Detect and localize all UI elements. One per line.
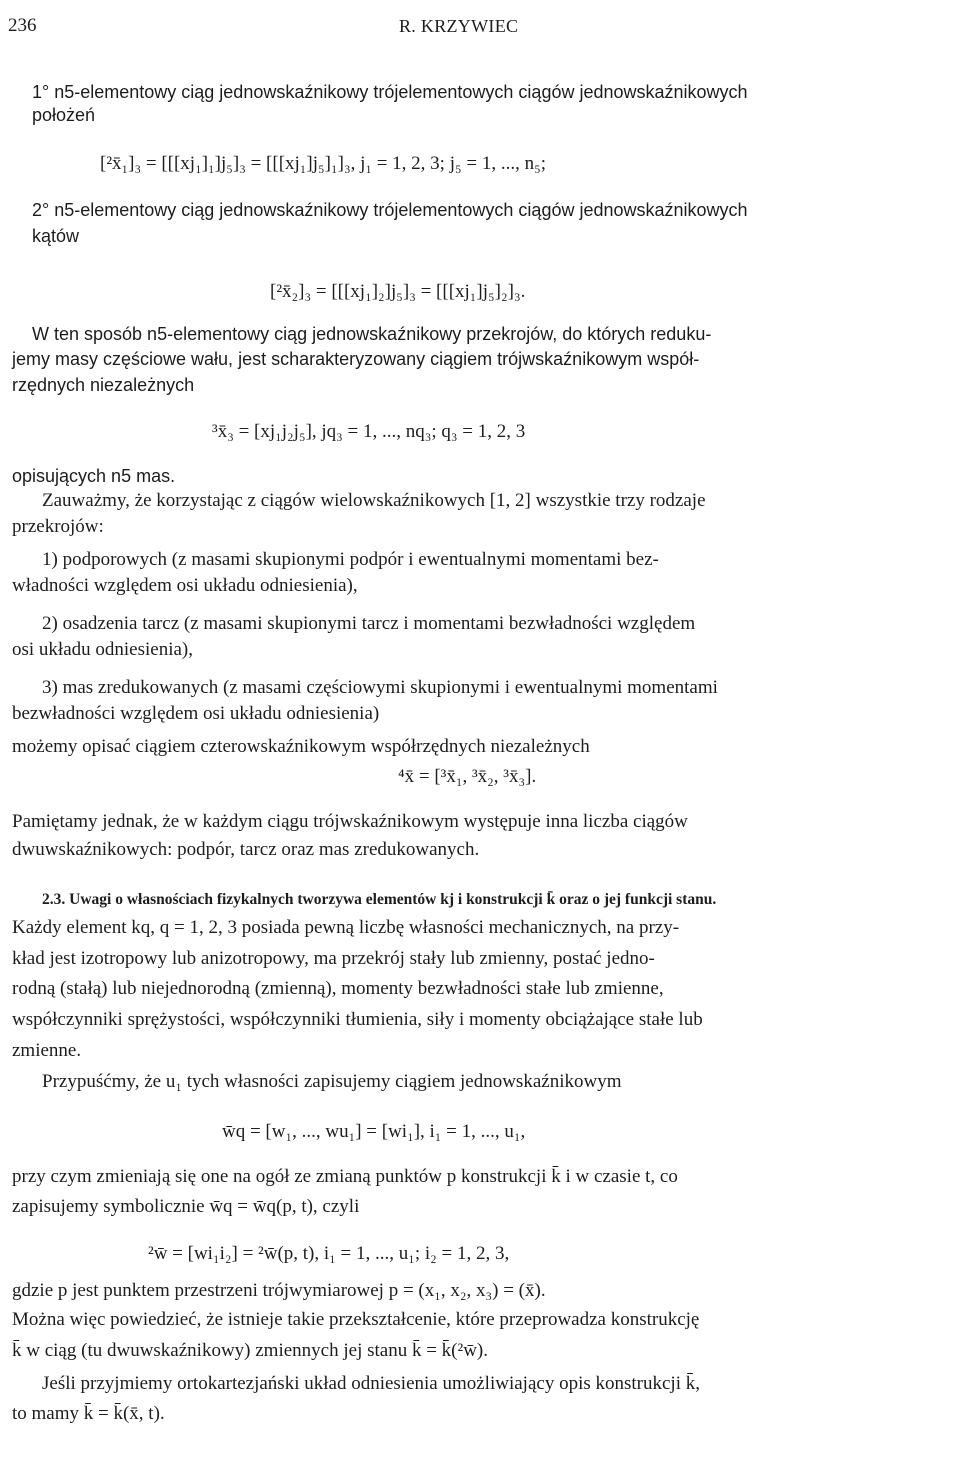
text-line: rzędnych niezależnych: [12, 375, 195, 395]
text-line: dwuwskaźnikowych: podpór, tarcz oraz mas zredukowanych.: [12, 839, 480, 860]
text-line: 1° n5-elementowy ciąg jednowskaźnikowy trójelementowych ciągów jednowskaźnikowych: [32, 82, 748, 102]
text-line: przy czym zmieniają się one na ogół ze zmianą punktów p konstrukcji k̄ i w czasie t, co: [12, 1166, 678, 1187]
section-heading: 2.3. Uwagi o własnościach fizykalnych tworzywa elementów kj i konstrukcji k̄ oraz o jej funkcji stanu.: [42, 891, 717, 908]
text-line: zmienne.: [12, 1040, 82, 1061]
text-line: 2) osadzenia tarcz (z masami skupionymi tarcz i momentami bezwładności względem: [42, 613, 696, 634]
text-line: możemy opisać ciągiem czterowskaźnikowym współrzędnych niezależnych: [12, 736, 590, 757]
text-line: współczynniki sprężystości, współczynniki tłumienia, siły i momenty obciążające stałe lub: [12, 1009, 703, 1030]
text-line: jemy masy częściowe wału, jest scharakteryzowany ciągiem trójwskaźnikowym współ-: [12, 349, 700, 369]
text-line: Zauważmy, że korzystając z ciągów wielowskaźnikowych [1, 2] wszystkie trzy rodzaje: [42, 490, 706, 511]
formula: ²w̄ = [wi₁i₂] = ²w̄(p, t), i₁ = 1, ..., u₁; i₂ = 1, 2, 3,: [148, 1243, 510, 1264]
text-line: gdzie p jest punktem przestrzeni trójwymiarowej p = (x₁, x₂, x₃) = (x̄).: [12, 1280, 546, 1301]
formula: ³x̄₃ = [xj₁j₂j₅], jq₃ = 1, ..., nq₃; q₃ = 1, 2, 3: [212, 421, 526, 442]
text-line: kład jest izotropowy lub anizotropowy, ma przekrój stały lub zmienny, postać jedno-: [12, 948, 655, 969]
text-line: k̄ w ciąg (tu dwuwskaźnikowy) zmiennych jej stanu k̄ = k̄(²w̄).: [12, 1340, 488, 1361]
text-line: położeń: [32, 105, 96, 125]
formula: w̄q = [w₁, ..., wu₁] = [wi₁], i₁ = 1, ..., u₁,: [222, 1121, 526, 1142]
text-line: Przypuśćmy, że u₁ tych własności zapisujemy ciągiem jednowskaźnikowym: [42, 1071, 622, 1092]
text-line: Jeśli przyjmiemy ortokartezjański układ odniesienia umożliwiający opis konstrukcji k̄,: [42, 1373, 700, 1394]
text-line: Można więc powiedzieć, że istnieje takie przekształcenie, które przeprowadza konstrukcję: [12, 1309, 700, 1330]
text-line: Pamiętamy jednak, że w każdym ciągu trójwskaźnikowym występuje inna liczba ciągów: [12, 811, 688, 832]
text-line: bezwładności względem osi układu odniesienia): [12, 703, 380, 724]
text-line: opisujących n5 mas.: [12, 466, 176, 486]
text-line: 3) mas zredukowanych (z masami częściowymi skupionymi i ewentualnymi momentami: [42, 677, 718, 698]
text-line: zapisujemy symbolicznie w̄q = w̄q(p, t), czyli: [12, 1196, 360, 1217]
text-line: W ten sposób n5-elementowy ciąg jednowskaźnikowy przekrojów, do których reduku-: [32, 324, 712, 344]
running-title: R. KRZYWIEC: [399, 16, 519, 36]
page-number: 236: [8, 15, 37, 36]
text-line: Każdy element kq, q = 1, 2, 3 posiada pewną liczbę własności mechanicznych, na przy-: [12, 917, 680, 938]
text-line: rodną (stałą) lub niejednorodną (zmienną), momenty bezwładności stałe lub zmienne,: [12, 978, 664, 999]
text-line: władności względem osi układu odniesienia),: [12, 575, 358, 596]
text-line: 2° n5-elementowy ciąg jednowskaźnikowy trójelementowych ciągów jednowskaźnikowych: [32, 200, 748, 220]
text-line: kątów: [32, 226, 80, 246]
formula: [²x̄₂]₃ = [[[xj₁]₂]j₅]₃ = [[[xj₁]j₅]₂]₃.: [270, 281, 526, 302]
formula: [²x̄₁]₃ = [[[xj₁]₁]j₅]₃ = [[[xj₁]j₅]₁]₃, j₁ = 1, 2, 3; j₅ = 1, ..., n₅;: [100, 153, 546, 174]
text-line: 1) podporowych (z masami skupionymi podpór i ewentualnymi momentami bez-: [42, 549, 659, 570]
text-line: to mamy k̄ = k̄(x̄, t).: [12, 1403, 165, 1424]
text-line: przekrojów:: [12, 516, 104, 537]
formula: ⁴x̄ = [³x̄₁, ³x̄₂, ³x̄₃].: [398, 766, 537, 787]
text-line: osi układu odniesienia),: [12, 639, 193, 660]
